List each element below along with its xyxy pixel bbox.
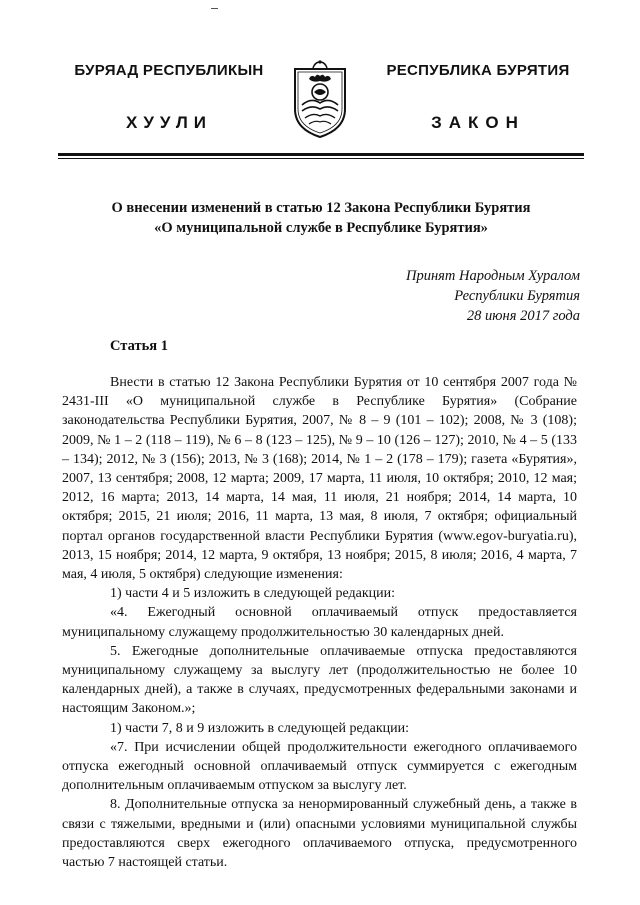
adoption-date: 28 июня 2017 года: [466, 308, 580, 324]
adoption-note: [406, 266, 580, 326]
body-paragraph: 1) части 4 и 5 изложить в следующей редакции:: [110, 586, 396, 602]
article-body: [62, 373, 577, 872]
scan-mark: [211, 8, 218, 9]
header-buryat-law: ХУУЛИ: [126, 113, 212, 132]
header-russian-law: ЗАКОН: [431, 113, 525, 132]
law-title-line-2: «О муниципальной службе в Республике Бурятия»: [154, 220, 488, 236]
law-title: [58, 198, 584, 238]
article-heading: Статья 1: [110, 338, 168, 354]
body-paragraph: «7. При исчислении общей продолжительности ежегодного оплачиваемого отпуска ежегодный основной оплачиваемый отпуск суммируется с ежегодным дополнительным оплачиваемым отпуском за выслугу лет.: [62, 739, 577, 794]
header-divider-thin: [58, 158, 584, 159]
body-paragraph: 1) части 7, 8 и 9 изложить в следующей редакции:: [110, 720, 410, 736]
header-buryat-republic: БУРЯАД РЕСПУБЛИКЫН: [74, 62, 264, 79]
adoption-line-1: Принят Народным Хуралом: [405, 268, 580, 284]
header-divider-thick: [58, 153, 584, 156]
body-paragraph: 8. Дополнительные отпуска за ненормированный служебный день, а также в связи с тяжелыми, вредными и (или) опасными условиями муниципальной службы предоставляются сверх ежегодного оплачиваемого отпуска, предусмотренного частью 7 настоящей статьи.: [62, 797, 577, 871]
body-paragraph: «4. Ежегодный основной оплачиваемый отпуск предоставляется муниципальному служащему продолжительностью 30 календарных дней.: [62, 605, 577, 640]
coat-of-arms-icon: [291, 59, 349, 139]
law-title-line-1: О внесении изменений в статью 12 Закона Республики Бурятия: [111, 200, 531, 216]
body-paragraph: Внести в статью 12 Закона Республики Бурятия от 10 сентября 2007 года № 2431-III «О муниципальной службе в Республике Бурятия» (Собрание законодательства Республики Бурятия, 2007, № 8 – 9 (101 – 102); 2008, № 3 (108); 2009, № 1 – 2 (118 – 119), № 6 – 8 (123 – 125), № 9 – 10 (126 – 127); 2010, № 4 – 5 (133 – 134); 2012, № 3 (156); 2013, № 3 (168); 2014, № 1 – 2 (178 – 179); газета «Бурятия», 2007, 13 сентября; 2008, 12 марта; 2009, 17 марта, 11 июля, 10 октября; 2010, 12 мая; 2012, 16 марта; 2013, 14 марта, 14 мая, 11 июля, 21 ноября; 2014, 14 марта, 10 октября; 2015, 21 июля; 2016, 11 марта, 13 мая, 8 июля, 7 октября; официальный портал органов государственной власти Республики Бурятия (www.egov-buryatia.ru), 2013, 15 ноября; 2014, 12 марта, 9 октября, 13 ноября; 2015, 8 июля; 2016, 4 марта, 7 мая, 4 июля, 5 октября) следующие изменения:: [62, 375, 577, 583]
body-paragraph: 5. Ежегодные дополнительные оплачиваемые отпуска предоставляются муниципальному служащему за выслугу лет (продолжительностью не более 10 календарных дней), а также в случаях, предусмотренных федеральными законами и настоящим Законом.»;: [62, 643, 577, 717]
adoption-line-2: Республики Бурятия: [454, 288, 580, 304]
header-russian-republic: РЕСПУБЛИКА БУРЯТИЯ: [386, 62, 570, 79]
